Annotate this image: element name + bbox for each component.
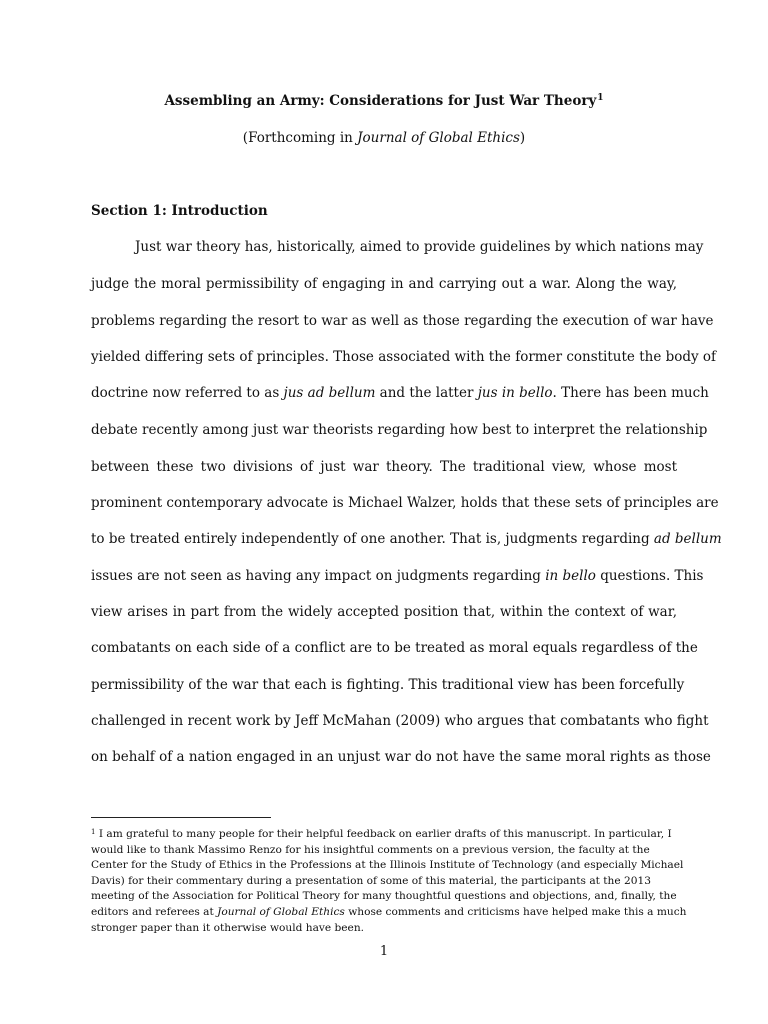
italic-term: in bello xyxy=(545,568,596,584)
footnote-line: Center for the Study of Ethics in the Professions at the Illinois Institute of Technology (and especially Michael xyxy=(91,859,684,872)
body-line: permissibility of the war that each is fighting. This traditional view has been forcefully xyxy=(91,677,685,693)
footnote-line: stronger paper than it otherwise would have been. xyxy=(91,921,365,934)
body-line: yielded differing sets of principles. Those associated with the former constitute the body of xyxy=(91,349,717,365)
footnote-line: Davis) for their commentary during a presentation of some of this material, the participants at the 2013 xyxy=(91,874,651,887)
body-line: judge the moral permissibility of engaging in and carrying out a war. Along the way, xyxy=(91,276,677,292)
footnote-line: editors and referees at Journal of Global Ethics whose comments and criticisms have helped make this a much xyxy=(91,905,687,918)
footnote-marker: 1 xyxy=(91,828,96,836)
body-line: debate recently among just war theorists regarding how best to interpret the relationship xyxy=(91,422,708,438)
footnote-line: meeting of the Association for Political Theory for many thoughtful questions and objections, and, finally, the xyxy=(91,890,677,903)
paper-title-text: Assembling an Army: Considerations for Just War Theory xyxy=(164,93,597,109)
page-number: 1 xyxy=(379,944,389,959)
body-line: issues are not seen as having any impact on judgments regarding in bello questions. This xyxy=(91,568,704,584)
footnote-line xyxy=(91,825,677,843)
paper-title xyxy=(0,93,768,109)
footnote-divider xyxy=(91,817,271,818)
body-line: Just war theory has, historically, aimed to provide guidelines by which nations may xyxy=(135,239,704,255)
footnote-line-text: I am grateful to many people for their helpful feedback on earlier drafts of this manuscript. In particular, I xyxy=(95,828,672,840)
footnote xyxy=(91,825,687,936)
italic-term: jus in bello xyxy=(477,385,553,401)
body-line: on behalf of a nation engaged in an unjust war do not have the same moral rights as those xyxy=(91,749,711,765)
publication-note-prefix: (Forthcoming in xyxy=(242,130,358,146)
italic-term: Journal of Global Ethics xyxy=(217,905,345,918)
body-line: view arises in part from the widely accepted position that, within the context of war, xyxy=(91,604,677,620)
body-line: combatants on each side of a conflict are to be treated as moral equals regardless of the xyxy=(91,640,698,656)
italic-term: ad bellum xyxy=(653,531,722,547)
publication-note-suffix: ) xyxy=(519,130,526,146)
body-line: between these two divisions of just war theory. The traditional view, whose most xyxy=(91,459,677,475)
section-heading: Section 1: Introduction xyxy=(91,203,268,219)
publication-note xyxy=(0,130,768,146)
footnote-line: would like to thank Massimo Renzo for his insightful comments on a previous version, the faculty at the xyxy=(91,843,650,856)
body-line: problems regarding the resort to war as well as those regarding the execution of war have xyxy=(91,313,714,329)
italic-term: jus ad bellum xyxy=(283,385,376,401)
journal-name: Journal of Global Ethics xyxy=(357,130,520,146)
body-line: doctrine now referred to as jus ad bellum and the latter jus in bello. There has been much xyxy=(91,385,709,401)
body-line: to be treated entirely independently of one another. That is, judgments regarding ad bellum xyxy=(91,531,722,547)
body-line: prominent contemporary advocate is Michael Walzer, holds that these sets of principles are xyxy=(91,495,719,511)
body-line: challenged in recent work by Jeff McMahan (2009) who argues that combatants who fight xyxy=(91,713,709,729)
title-footnote-marker[interactable]: 1 xyxy=(597,93,604,103)
